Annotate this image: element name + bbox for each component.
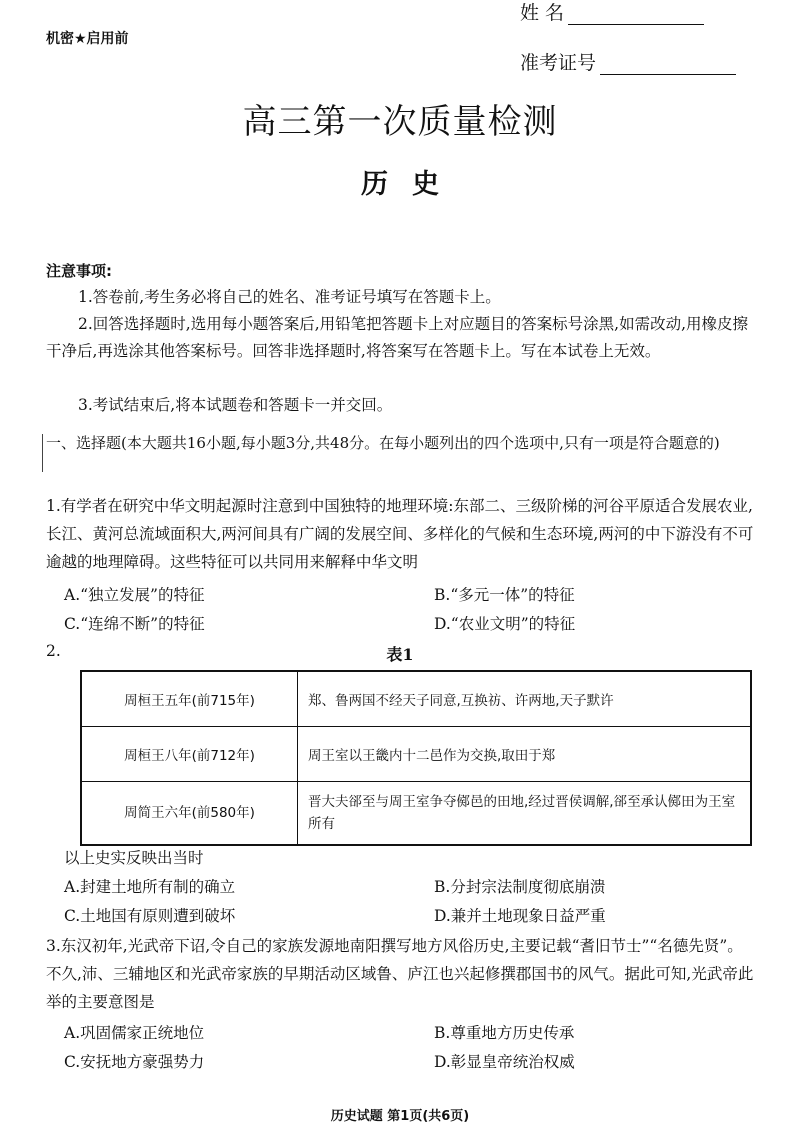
exam-id-label: 准考证号 xyxy=(520,52,597,74)
name-field xyxy=(520,0,704,25)
subject-title: 历 史 xyxy=(361,169,439,200)
q3-option-a: A.巩固儒家正统地位 xyxy=(64,1024,205,1042)
q2-option-d: D.兼并土地现象日益严重 xyxy=(434,907,606,925)
note-item-3: 3.考试结束后,将本试题卷和答题卡一并交回。 xyxy=(78,396,393,414)
q1-option-a: A.“独立发展”的特征 xyxy=(64,586,205,604)
table-row xyxy=(81,727,751,782)
q2-option-a: A.封建土地所有制的确立 xyxy=(64,878,236,896)
q3-option-c: C.安抚地方豪强势力 xyxy=(64,1053,205,1071)
name-blank-line xyxy=(568,4,704,25)
note-item-1: 1.答卷前,考生务必将自己的姓名、准考证号填写在答题卡上。 xyxy=(78,288,501,306)
table-cell-event: 郑、鲁两国不经天子同意,互换祊、许两地,天子默许 xyxy=(298,671,752,727)
q2-option-b: B.分封宗法制度彻底崩溃 xyxy=(434,878,606,896)
name-label: 姓 名 xyxy=(520,2,565,24)
table-row xyxy=(81,671,751,727)
q1-option-d: D.“农业文明”的特征 xyxy=(434,615,576,633)
q3-option-b: B.尊重地方历史传承 xyxy=(434,1024,575,1042)
table-cell-event: 晋大夫郤至与周王室争夺鄇邑的田地,经过晋侯调解,郤至承认鄇田为王室所有 xyxy=(298,782,752,846)
table-cell-date: 周桓王八年(前712年) xyxy=(81,727,298,782)
table-caption: 表1 xyxy=(386,645,414,664)
question-3-stem: 3.东汉初年,光武帝下诏,令自己的家族发源地南阳撰写地方风俗历史,主要记载“耆旧节士”“名德先贤”。不久,沛、三辅地区和光武帝家族的早期活动区域鲁、庐江也兴起修撰郡国书的风气。据此可知,光武帝此举的主要意图是 xyxy=(46,937,754,1011)
question-1-stem: 1.有学者在研究中华文明起源时注意到中国独特的地理环境:东部二、三级阶梯的河谷平原适合发展农业,长江、黄河总流域面积大,两河间具有广阔的发展空间、多样化的气候和生态环境,两河的中下游没有不可逾越的地理障碍。这些特征可以共同用来解释中华文明 xyxy=(46,497,754,571)
note-item-2: 2.回答选择题时,选用每小题答案后,用铅笔把答题卡上对应题目的答案标号涂黑,如需改动,用橡皮擦干净后,再选涂其他答案标号。回答非选择题时,将答案写在答题卡上。写在本试卷上无效。 xyxy=(46,315,748,360)
exam-id-blank-line xyxy=(600,54,736,75)
exam-title: 高三第一次质量检测 xyxy=(242,102,558,142)
q1-option-b: B.“多元一体”的特征 xyxy=(434,586,575,604)
question-2-number: 2. xyxy=(46,642,61,660)
exam-id-field xyxy=(520,48,736,75)
history-table xyxy=(80,670,752,846)
question-2-stem: 以上史实反映出当时 xyxy=(64,849,204,867)
q3-option-d: D.彰显皇帝统治权威 xyxy=(434,1053,575,1071)
confidential-label: 机密★启用前 xyxy=(46,31,129,47)
section-heading: 一、选择题(本大题共16小题,每小题3分,共48分。在每小题列出的四个选项中,只有一项是符合题意的) xyxy=(46,430,766,456)
notes-heading: 注意事项: xyxy=(46,262,112,280)
page-footer: 历史试题 第1页(共6页) xyxy=(330,1109,470,1124)
q1-option-c: C.“连绵不断”的特征 xyxy=(64,615,205,633)
table-cell-date: 周简王六年(前580年) xyxy=(81,782,298,846)
table-row xyxy=(81,782,751,846)
table-cell-event: 周王室以王畿内十二邑作为交换,取田于郑 xyxy=(298,727,752,782)
q2-option-c: C.土地国有原则遭到破坏 xyxy=(64,907,236,925)
table-cell-date: 周桓王五年(前715年) xyxy=(81,671,298,727)
